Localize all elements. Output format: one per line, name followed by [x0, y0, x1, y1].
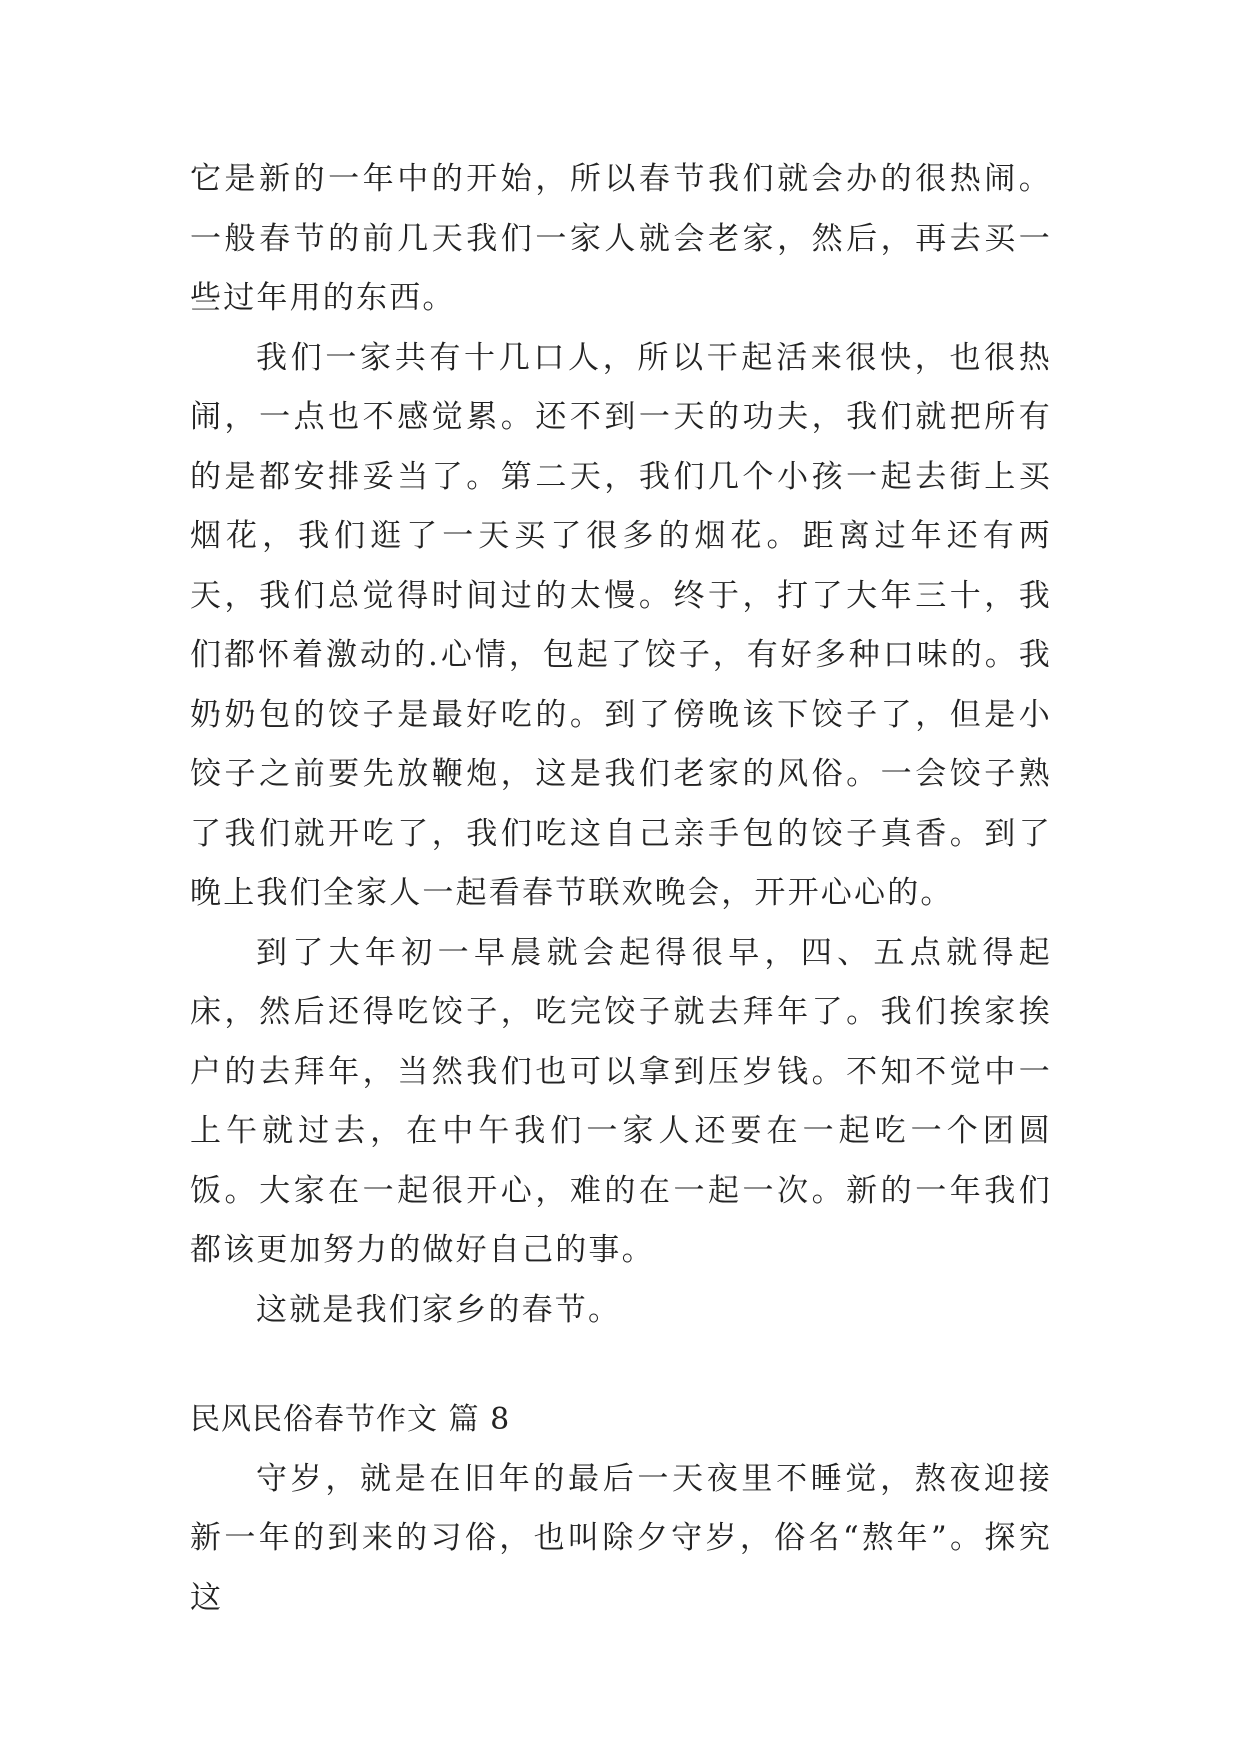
paragraph-family-preparation: 我们一家共有十几口人，所以干起活来很快，也很热闹，一点也不感觉累。还不到一天的功夫，我们就把所有的是都安排妥当了。第二天，我们几个小孩一起去街上买烟花，我们逛了一天买了很多的烟花。距离过年还有两天，我们总觉得时间过的太慢。终于，打了大年三十，我们都怀着激动的.心情，包起了饺子，有好多种口味的。我奶奶包的饺子是最好吃的。到了傍晚该下饺子了，但是小饺子之前要先放鞭炮，这是我们老家的风俗。一会饺子熟了我们就开吃了，我们吃这自己亲手包的饺子真香。到了晚上我们全家人一起看春节联欢晚会，开开心心的。: [190, 339, 1052, 911]
section-heading: 民风民俗春节作文 篇 8: [190, 1402, 511, 1437]
paragraph-conclusion: 这就是我们家乡的春节。: [256, 1291, 622, 1328]
document-body: [190, 150, 1052, 1628]
paragraph-opening: 它是新的一年中的开始，所以春节我们就会办的很热闹。一般春节的前几天我们一家人就会老家，然后，再去买一些过年用的东西。: [190, 161, 1052, 316]
paragraph-shousui: 守岁，就是在旧年的最后一天夜里不睡觉，熬夜迎接新一年的到来的习俗，也叫除夕守岁，俗名“熬年”。探究这: [190, 1460, 1052, 1616]
paragraph-new-year-day: 到了大年初一早晨就会起得很早，四、五点就得起床，然后还得吃饺子，吃完饺子就去拜年了。我们挨家挨户的去拜年，当然我们也可以拿到压岁钱。不知不觉中一上午就过去，在中午我们一家人还要在一起吃一个团圆饭。大家在一起很开心，难的在一起一次。新的一年我们都该更加努力的做好自己的事。: [190, 934, 1052, 1268]
